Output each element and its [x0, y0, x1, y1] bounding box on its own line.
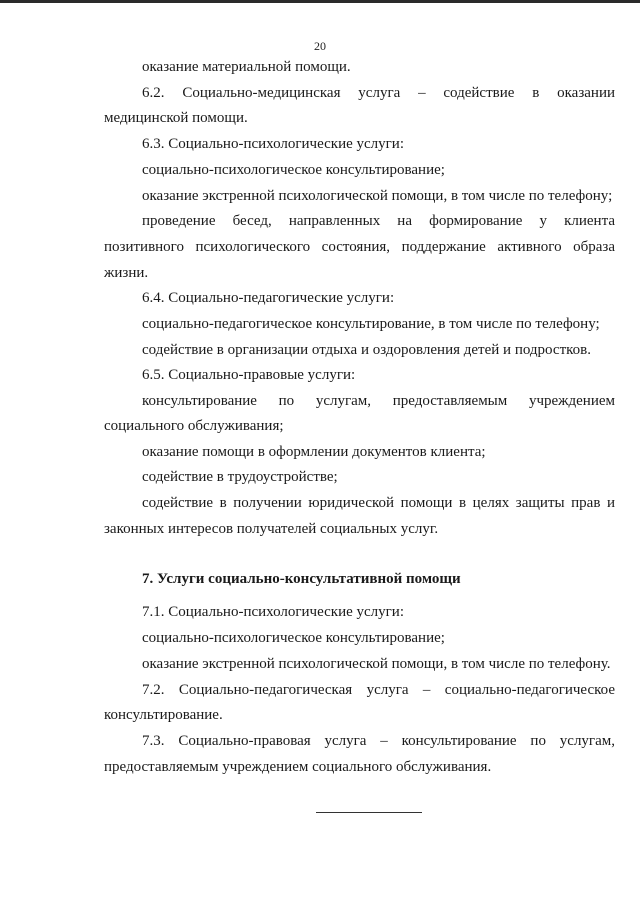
text-line: 7.2. Социально-педагогическая услуга – социально-педагогическое: [142, 682, 615, 698]
text-line: 6.2. Социально-медицинская услуга – содействие в оказании: [142, 85, 615, 101]
text-line: социально-педагогическое консультирование, в том числе по телефону;: [142, 316, 600, 332]
text-line: 6.5. Социально-правовые услуги:: [142, 367, 356, 383]
text-line: консультирование по услугам, предоставляемым учреждением: [142, 393, 615, 409]
text-line: 7.1. Социально-психологические услуги:: [142, 604, 405, 620]
text-line: законных интересов получателей социальных услуг.: [104, 521, 439, 537]
text-line: 7.3. Социально-правовая услуга – консультирование по услугам,: [142, 733, 615, 749]
page-number: 20: [314, 39, 326, 53]
section-heading: 7. Услуги социально-консультативной помощи: [142, 571, 461, 587]
text-line: оказание экстренной психологической помощи, в том числе по телефону.: [142, 656, 611, 672]
text-line: содействие в трудоустройстве;: [142, 469, 338, 485]
text-line: содействие в получении юридической помощи в целях защиты прав и: [142, 495, 615, 511]
text-line: жизни.: [104, 265, 149, 281]
text-line: позитивного психологического состояния, поддержание активного образа: [104, 239, 615, 255]
text-line: предоставляемым учреждением социального обслуживания.: [104, 759, 492, 775]
text-line: 6.3. Социально-психологические услуги:: [142, 136, 405, 152]
text-line: оказание материальной помощи.: [142, 59, 351, 75]
text-line: консультирование.: [104, 707, 223, 723]
text-line: социального обслуживания;: [104, 418, 284, 434]
top-border-line: [0, 0, 640, 3]
text-line: социально-психологическое консультирование;: [142, 162, 445, 178]
text-line: медицинской помощи.: [104, 110, 248, 126]
text-line: оказание помощи в оформлении документов клиента;: [142, 444, 486, 460]
text-line: оказание экстренной психологической помощи, в том числе по телефону;: [142, 188, 613, 204]
text-line: содействие в организации отдыха и оздоровления детей и подростков.: [142, 342, 591, 358]
end-divider-line: [316, 812, 422, 813]
text-line: социально-психологическое консультирование;: [142, 630, 445, 646]
text-line: 6.4. Социально-педагогические услуги:: [142, 290, 395, 306]
text-line: проведение бесед, направленных на формирование у клиента: [142, 213, 615, 229]
